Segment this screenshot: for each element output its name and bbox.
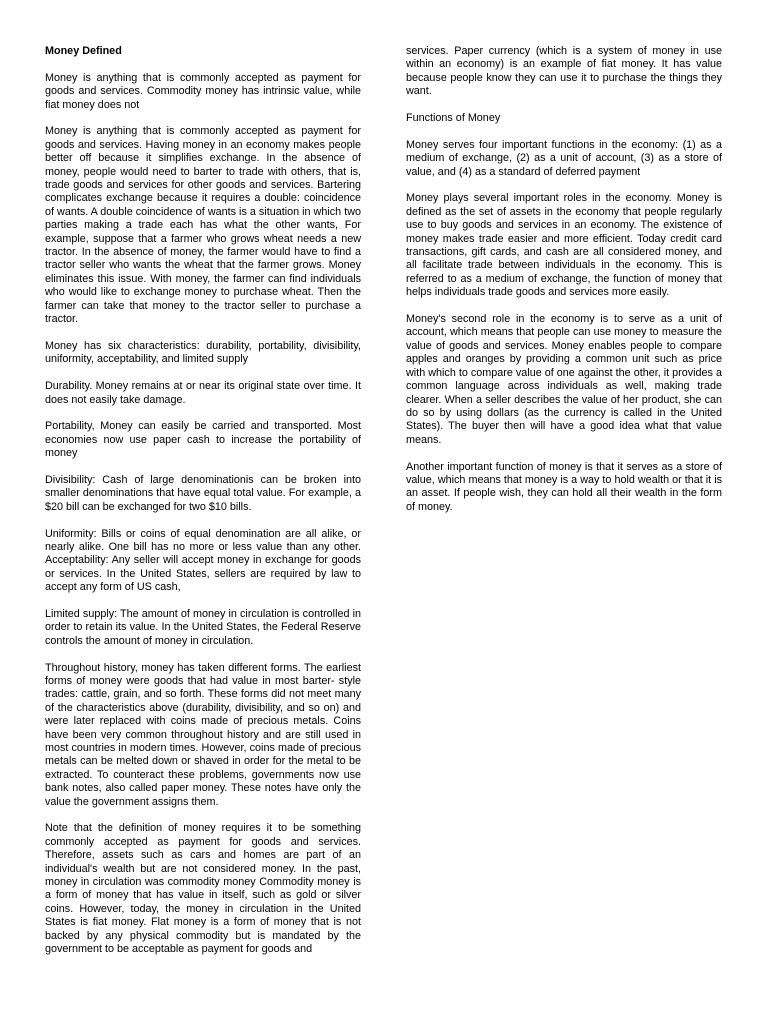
paragraph: Money is anything that is commonly accepted as payment for goods and services. Having money in an economy makes people better off because it simplifies exchange. In the absence of money, people would need to barter to trade with others, that is, trade goods and services for other goods and services. Bartering complicates exchange because it requires a double: coincidence of wants. A double coincidence of wants is a situation in which two parties making a trade each has what the other wants, For example, suppose that a farmer who grows wheat needs a new tractor. In the absence of money, the farmer would have to find a tractor seller who wants the wheat that the farmer grows. Money eliminates this issue. With money, the farmer can find individuals who would like to exchange money to purchase wheat. Then the farmer can take that money to the tractor seller to purchase a tractor. [45,125,361,326]
paragraph: Portability, Money can easily be carried and transported. Most economies now use paper cash to increase the portability of money [45,420,361,460]
paragraph: services. Paper currency (which is a system of money in use within an economy) is an example of fiat money. It has value because people know they can use it to purchase the things they want. [406,45,722,98]
paragraph: Another important function of money is that it serves as a store of value, which means that money is a way to hold wealth or that it is an asset. If people wish, they can hold all their wealth in the form of money. [406,460,722,513]
paragraph: Money serves four important functions in the economy: (1) as a medium of exchange, (2) as a unit of account, (3) as a store of value, and (4) as a standard of deferred payment [406,138,722,178]
paragraph: Money has six characteristics: durability, portability, divisibility, uniformity, acceptability, and limited supply [45,339,361,366]
paragraph: Throughout history, money has taken different forms. The earliest forms of money were goods that had value in most barter- style trades: cattle, grain, and so forth. These forms did not meet many of the characteristics above (durability, divisibility, and so on) and were later replaced with coins made of precious metals. Coins have been very common throughout history and are still used in most countries in modern times. However, coins made of precious metals can be melted down or shaved in order for the metal to be extracted. To counteract these problems, governments now use bank notes, also called paper money. These notes have only the value the government assigns them. [45,661,361,808]
document-title: Money Defined [45,45,122,57]
paragraph: Durability. Money remains at or near its original state over time. It does not easily take damage. [45,380,361,406]
section-heading: Functions of Money [406,112,501,125]
paragraph: Note that the definition of money requires it to be something commonly accepted as payment for goods and services. Therefore, assets such as cars and homes are part of an individual's wealth but are not considered money. In the past, money in circulation was commodity money Commodity money is a form of money that has value in itself, such as gold or silver coins. However, today, the money in circulation in the United States is fiat money. Flat money is a form of money that is not backed by any physical commodity but is mandated by the government to be acceptable as payment for goods and [45,822,361,956]
paragraph: Limited supply: The amount of money in circulation is controlled in order to retain its value. In the United States, the Federal Reserve controls the amount of money in circulation. [45,607,361,647]
paragraph: Uniformity: Bills or coins of equal denomination are all alike, or nearly alike. One bill has no more or less value than any other. Acceptability: Any seller will accept money in exchange for goods or services. In the United States, sellers are required by law to accept any form of US cash, [45,527,361,594]
left-column [45,45,361,970]
paragraph: Divisibility: Cash of large denominationis can be broken into smaller denominations that have equal total value. For example, a $20 bill can be exchanged for two $10 bills. [45,473,361,513]
right-column [406,45,722,528]
paragraph: Money's second role in the economy is to serve as a unit of account, which means that people can use money to measure the value of goods and services. Money enables people to compare apples and oranges by providing a common unit such as price with which to compare value of one against the other, it provides a common language across individuals as well, making trade clearer. When a seller describes the value of her product, she can do so by using dollars (as the currency is called in the United States). The buyer then will have a good idea what that value means. [406,313,722,446]
paragraph: Money plays several important roles in the economy. Money is defined as the set of assets in the economy that people regularly use to buy goods and services in an economy. The existence of money makes trade easier and more efficient. Today credit card transactions, gift cards, and cash are all considered money, and all facilitate trade between individuals in the economy. This is referred to as a medium of exchange, the function of money that helps individuals trade goods and services more easily. [406,192,722,299]
paragraph: Money is anything that is commonly accepted as payment for goods and services. Commodity money has intrinsic value, while fiat money does not [45,71,361,111]
